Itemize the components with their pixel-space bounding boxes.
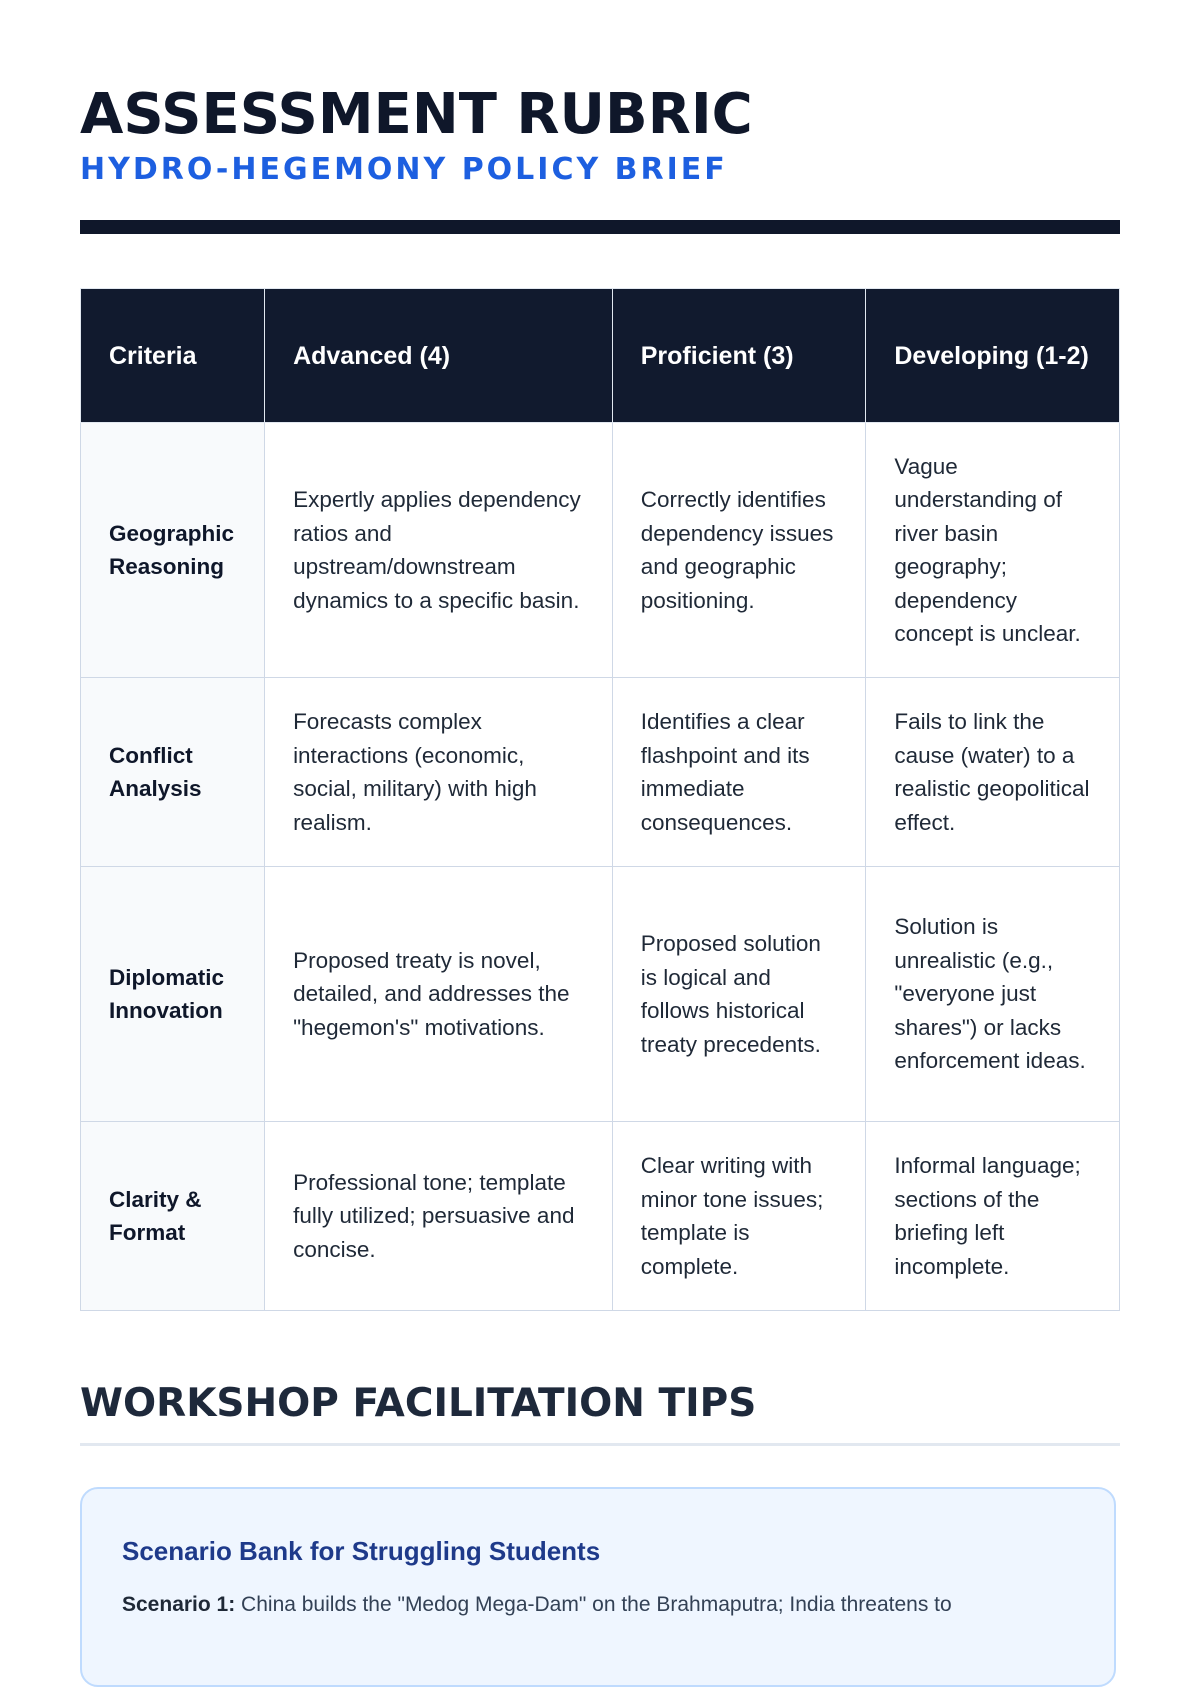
advanced-cell: Proposed treaty is novel, detailed, and addresses the "hegemon's" motivations. bbox=[265, 867, 613, 1122]
column-header-developing: Developing (1-2) bbox=[866, 289, 1120, 423]
proficient-cell: Proposed solution is logical and follows historical treaty precedents. bbox=[612, 867, 866, 1122]
scenario-1-body: China builds the "Medog Mega-Dam" on the Brahmaputra; India threatens to bbox=[235, 1593, 952, 1616]
scenario-bank-card bbox=[80, 1487, 1116, 1687]
column-header-advanced: Advanced (4) bbox=[265, 289, 613, 423]
proficient-cell: Correctly identifies dependency issues and geographic positioning. bbox=[612, 423, 866, 678]
proficient-cell: Identifies a clear flashpoint and its immediate consequences. bbox=[612, 678, 866, 867]
criteria-cell: Diplomatic Innovation bbox=[81, 867, 265, 1122]
rubric-table bbox=[80, 288, 1120, 1311]
criteria-cell: Geographic Reasoning bbox=[81, 423, 265, 678]
section-divider bbox=[80, 1443, 1120, 1446]
scenario-1-label: Scenario 1: bbox=[122, 1593, 236, 1616]
page-title: ASSESSMENT RUBRIC bbox=[80, 82, 753, 147]
developing-cell: Vague understanding of river basin geography; dependency concept is unclear. bbox=[866, 423, 1120, 678]
title-divider bbox=[80, 220, 1120, 234]
proficient-cell: Clear writing with minor tone issues; template is complete. bbox=[612, 1122, 866, 1311]
developing-cell: Solution is unrealistic (e.g., "everyone just shares") or lacks enforcement ideas. bbox=[866, 867, 1120, 1122]
rubric-header-row bbox=[81, 289, 1120, 423]
table-row bbox=[81, 423, 1120, 678]
table-row bbox=[81, 867, 1120, 1122]
criteria-cell: Conflict Analysis bbox=[81, 678, 265, 867]
column-header-criteria: Criteria bbox=[81, 289, 265, 423]
table-row bbox=[81, 678, 1120, 867]
advanced-cell: Forecasts complex interactions (economic, social, military) with high realism. bbox=[265, 678, 613, 867]
developing-cell: Fails to link the cause (water) to a realistic geopolitical effect. bbox=[866, 678, 1120, 867]
column-header-proficient: Proficient (3) bbox=[612, 289, 866, 423]
advanced-cell: Expertly applies dependency ratios and upstream/downstream dynamics to a specific basin. bbox=[265, 423, 613, 678]
advanced-cell: Professional tone; template fully utilized; persuasive and concise. bbox=[265, 1122, 613, 1311]
scenario-1-text bbox=[122, 1589, 1082, 1621]
section-title-facilitation-tips: WORKSHOP FACILITATION TIPS bbox=[80, 1381, 757, 1426]
scenario-bank-heading: Scenario Bank for Struggling Students bbox=[122, 1536, 601, 1566]
criteria-cell: Clarity & Format bbox=[81, 1122, 265, 1311]
table-row bbox=[81, 1122, 1120, 1311]
developing-cell: Informal language; sections of the briefing left incomplete. bbox=[866, 1122, 1120, 1311]
page-subtitle: HYDRO-HEGEMONY POLICY BRIEF bbox=[80, 152, 728, 187]
